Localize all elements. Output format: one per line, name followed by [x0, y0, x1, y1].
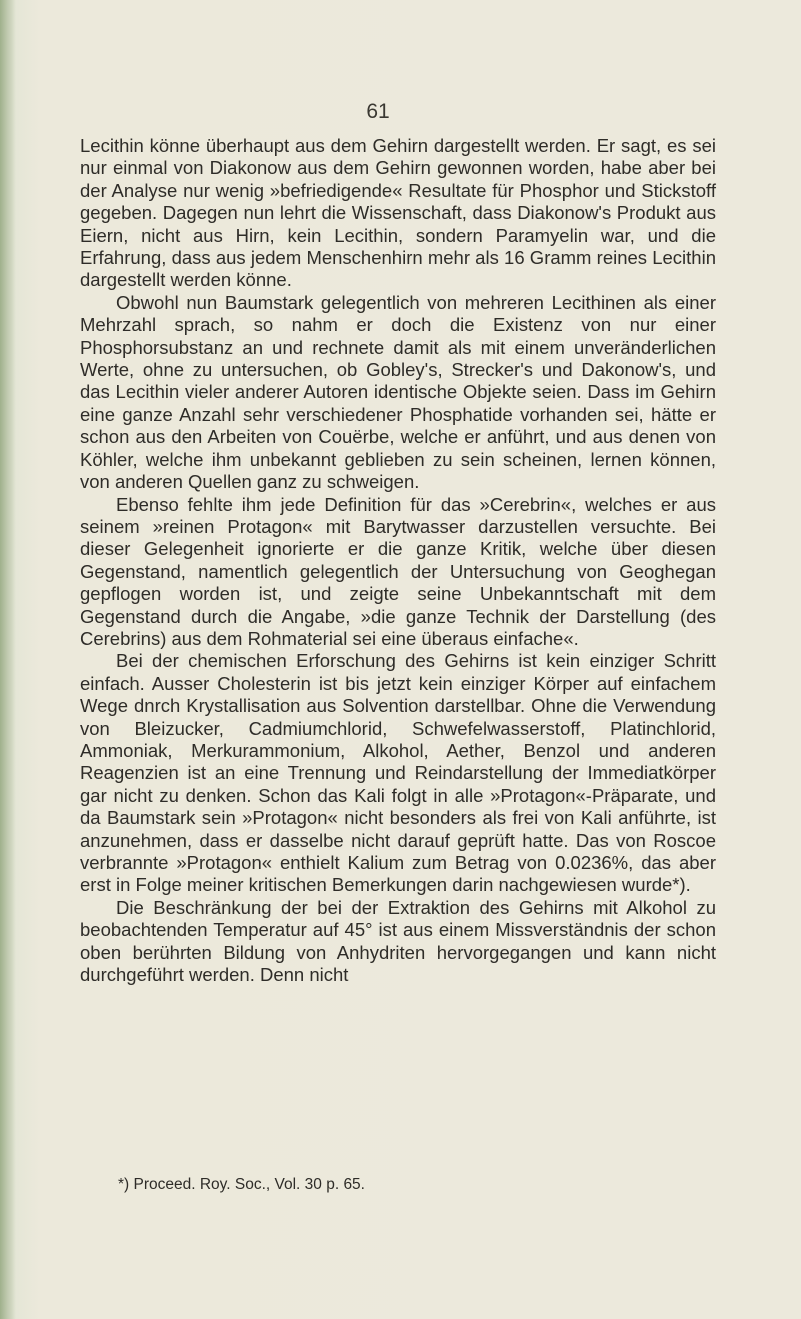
page-binding-edge — [0, 0, 16, 1319]
paragraph: Obwohl nun Baumstark gelegentlich von mehreren Lecithinen als einer Mehrzahl sprach, so nahm er doch die Existenz von nur einer Phosphorsubstanz an und rechnete damit als mit einem unveränderlichen Werte, ohne zu untersuchen, ob Gobley's, Strecker's und Dakonow's, und das Lecithin vieler anderer Autoren identische Objekte seien. Dass im Gehirn eine ganze Anzahl sehr verschiedener Phosphatide vorhanden sei, hätte er schon aus den Arbeiten von Couërbe, welche er anführt, und aus denen von Köhler, welche ihm unbekannt geblieben zu sein scheinen, lernen können, von anderen Quellen ganz zu schweigen. — [80, 291, 716, 493]
paragraph: Lecithin könne überhaupt aus dem Gehirn dargestellt werden. Er sagt, es sei nur einmal von Diakonow aus dem Gehirn gewonnen worden, habe aber bei der Analyse nur wenig »befriedigende« Resultate für Phosphor und Stickstoff gegeben. Dagegen nun lehrt die Wissenschaft, dass Diakonow's Produkt aus Eiern, nicht aus Hirn, kein Lecithin, sondern Paramyelin war, und die Erfahrung, dass aus jedem Menschenhirn mehr als 16 Gramm reines Lecithin dargestellt werden könne. — [80, 135, 716, 291]
page-number: 61 — [366, 100, 390, 123]
paragraph: Ebenso fehlte ihm jede Definition für das »Cerebrin«, welches er aus seinem »reinen Protagon« mit Barytwasser darzustellen versuchte. Bei dieser Gelegenheit ignorierte er die ganze Kritik, welche über diesen Gegenstand, namentlich gelegentlich der Untersuchung von Geoghegan gepflogen worden ist, und zeigte seine Unbekanntschaft mit dem Gegenstand durch die Angabe, »die ganze Technik der Darstellung (des Cerebrins) aus dem Rohmaterial sei eine überaus einfache«. — [80, 493, 716, 649]
body-text — [80, 135, 716, 986]
footnote: *) Proceed. Roy. Soc., Vol. 30 p. 65. — [118, 1176, 365, 1193]
paragraph: Die Beschränkung der bei der Extraktion des Gehirns mit Alkohol zu beobachtenden Temperatur auf 45° ist aus einem Missverständnis der schon oben berührten Bildung von Anhydriten hervorgegangen und kann nicht durchgeführt werden. Denn nicht — [80, 896, 716, 986]
paragraph: Bei der chemischen Erforschung des Gehirns ist kein einziger Schritt einfach. Ausser Cholesterin ist bis jetzt kein einziger Körper auf einfachem Wege dnrch Krystallisation aus Solvention darstellbar. Ohne die Verwendung von Bleizucker, Cadmiumchlorid, Schwefelwasserstoff, Platinchlorid, Ammoniak, Merkurammonium, Alkohol, Aether, Benzol und anderen Reagenzien ist an eine Trennung und Reindarstellung der Immediatkörper gar nicht zu denken. Schon das Kali folgt in alle »Protagon«-Präparate, und da Baumstark sein »Protagon« nicht besonders als frei von Kali anführte, ist anzunehmen, dass er dasselbe nicht darauf geprüft hatte. Das von Roscoe verbrannte »Protagon« enthielt Kalium zum Betrag von 0.0236%, das aber erst in Folge meiner kritischen Bemerkungen darin nachgewiesen wurde*). — [80, 650, 716, 896]
